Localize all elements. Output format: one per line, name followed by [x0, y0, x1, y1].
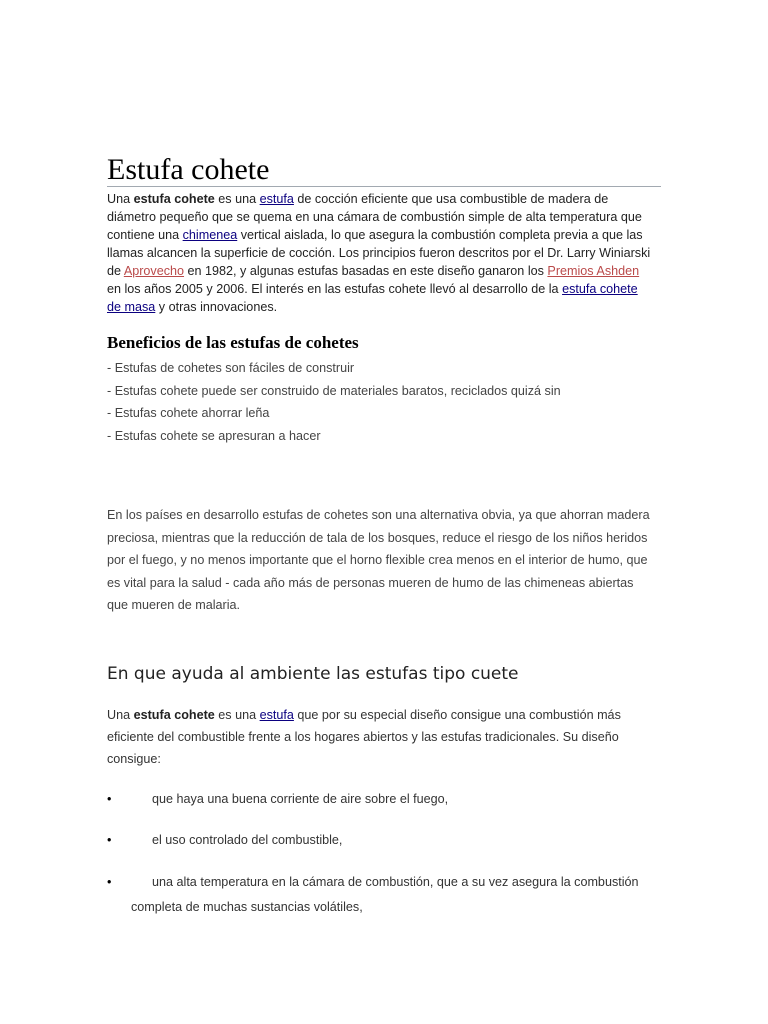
- intro-text: en 1982, y algunas estufas basadas en este diseño ganaron los: [184, 264, 548, 278]
- intro-text: es una: [214, 192, 260, 206]
- env-bold-term: estufa cohete: [133, 708, 215, 722]
- intro-text: y otras innovaciones.: [155, 300, 278, 314]
- benefits-heading: Beneficios de las estufas de cohetes: [107, 333, 359, 352]
- benefits-list: [107, 358, 561, 448]
- env-text: que por su especial diseño consigue una combustión más eficiente del combustible frente a los hogares abiertos y las estufas tradicionales. Su diseño consigue:: [107, 708, 621, 766]
- bullet-icon: •: [107, 792, 112, 806]
- bullet-icon: •: [107, 875, 112, 889]
- bullet-item: [107, 828, 661, 853]
- intro-paragraph: [107, 190, 652, 316]
- intro-bold-term: estufa cohete: [133, 192, 215, 206]
- environment-paragraph: [107, 704, 652, 770]
- link-aprovecho[interactable]: Aprovecho: [123, 264, 185, 278]
- bullet-text: el uso controlado del combustible,: [152, 833, 343, 847]
- title-divider: [107, 186, 661, 187]
- intro-text: en los años 2005 y 2006. El interés en las estufas cohete llevó al desarrollo de la: [107, 282, 563, 296]
- link-premios-ashden[interactable]: Premios Ashden: [547, 264, 640, 278]
- link-estufa-cohete-de-masa[interactable]: estufa cohete de masa: [107, 282, 638, 314]
- developing-countries-paragraph: En los países en desarrollo estufas de cohetes son una alternativa obvia, ya que ahorran madera preciosa, mientras que la reducción de tala de los bosques, reduce el riesgo de los niños heridos por el fuego, y no menos importante que el horno flexible crea menos en el interior de humo, que es vital para la salud - cada año más de personas mueren de humo de las chimeneas abiertas que mueren de malaria.: [107, 508, 650, 613]
- link-estufa[interactable]: estufa: [259, 192, 294, 206]
- link-estufa-2[interactable]: estufa: [259, 708, 294, 722]
- list-item: - Estufas cohete puede ser construido de materiales baratos, reciclados quizá sin: [107, 383, 561, 398]
- intro-text: Una: [107, 192, 134, 206]
- link-chimenea[interactable]: chimenea: [182, 228, 238, 242]
- bullet-item: [107, 870, 661, 920]
- intro-text: de cocción eficiente que usa combustible de madera de diámetro pequeño que se quema en una cámara de combustión simple de alta temperatura que contiene una: [107, 192, 642, 242]
- env-text: es una: [214, 708, 260, 722]
- env-text: Una: [107, 708, 134, 722]
- page-title: Estufa cohete: [107, 153, 270, 186]
- environment-heading: En que ayuda al ambiente las estufas tipo cuete: [107, 664, 519, 684]
- bullet-text: una alta temperatura en la cámara de combustión, que a su vez asegura la combustión completa de muchas sustancias volátiles,: [131, 875, 639, 914]
- intro-text: vertical aislada, lo que asegura la combustión completa previa a que las llamas alcancen la superficie de cocción. Los principios fueron descritos por el Dr. Larry Winiarski de: [107, 228, 651, 278]
- bullet-text: que haya una buena corriente de aire sobre el fuego,: [152, 792, 449, 806]
- list-item: - Estufas cohete se apresuran a hacer: [107, 428, 321, 443]
- list-item: - Estufas de cohetes son fáciles de construir: [107, 361, 355, 375]
- bullet-icon: •: [107, 833, 112, 847]
- bullet-item: [107, 787, 661, 812]
- list-item: - Estufas cohete ahorrar leña: [107, 406, 270, 420]
